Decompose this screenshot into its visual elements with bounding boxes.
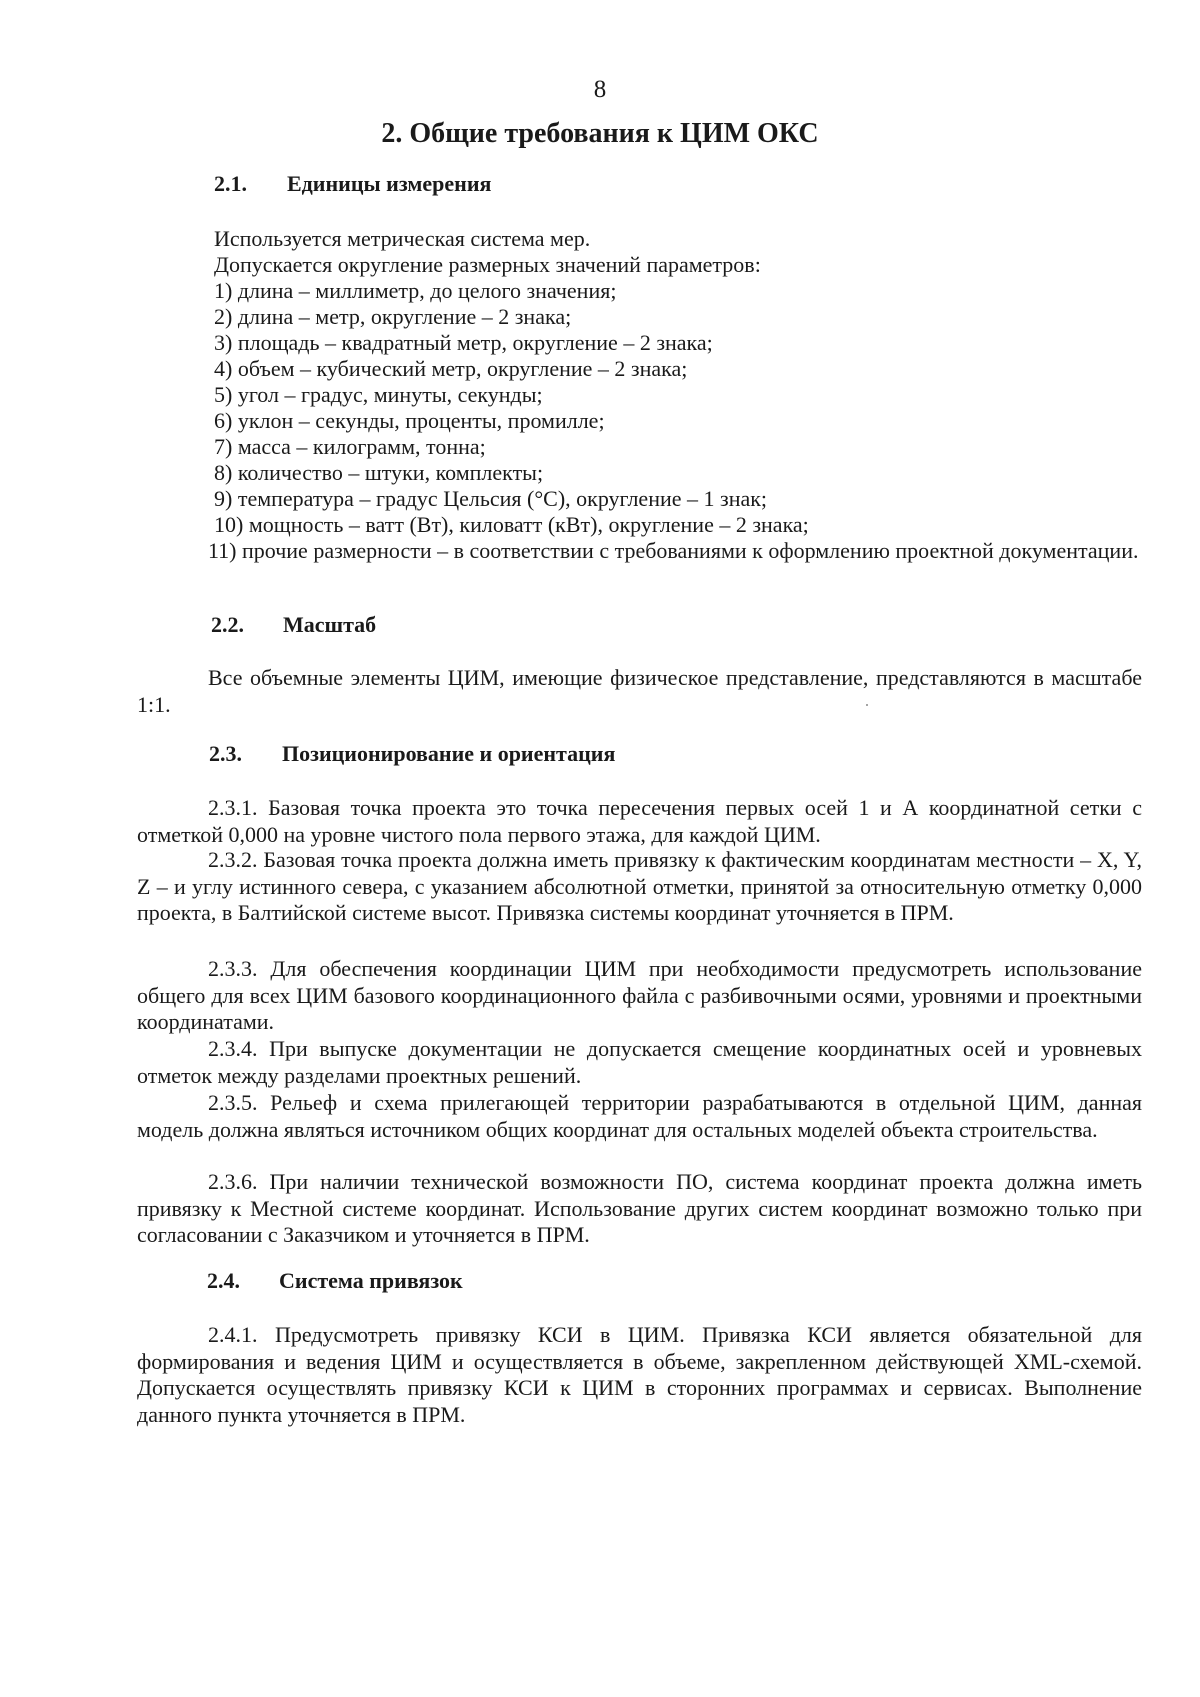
list-item: 10) мощность – ватт (Вт), киловатт (кВт), округление – 2 знака;	[214, 512, 809, 537]
list-item: 4) объем – кубический метр, округление – 2 знака;	[214, 356, 688, 381]
list-item: 8) количество – штуки, комплекты;	[214, 460, 544, 485]
section-2-2-number: 2.2.	[211, 612, 244, 637]
list-item: 3) площадь – квадратный метр, округление – 2 знака;	[214, 330, 713, 355]
positioning-paragraph: 2.3.2. Базовая точка проекта должна иметь привязку к фактическим координатам местности – X, Y, Z – и углу истинного севера, с указанием абсолютной отметки, принятой за относительную отметку 0,000 проекта, в Балтийской системе высот. Привязка системы координат уточняется в ПРМ.	[137, 847, 1142, 925]
section-2-2-title: Масштаб	[283, 612, 377, 637]
page-title: 2. Общие требования к ЦИМ ОКС	[381, 118, 819, 149]
positioning-paragraph: 2.3.4. При выпуске документации не допускается смещение координатных осей и уровневых отметок между разделами проектных решений.	[137, 1036, 1142, 1088]
positioning-paragraph: 2.3.6. При наличии технической возможности ПО, система координат проекта должна иметь привязку к Местной системе координат. Использование других систем координат возможно только при согласовании с Заказчиком и уточняется в ПРМ.	[137, 1169, 1142, 1247]
positioning-paragraph: 2.3.5. Рельеф и схема прилегающей территории разрабатываются в отдельной ЦИМ, данная модель должна являться источником общих координат для остальных моделей объекта строительства.	[137, 1090, 1142, 1142]
section-2-4-title: Система привязок	[279, 1268, 463, 1293]
list-item: 2) длина – метр, округление – 2 знака;	[214, 304, 572, 329]
list-item: 5) угол – градус, минуты, секунды;	[214, 382, 543, 407]
units-intro-line: Допускается округление размерных значений параметров:	[214, 252, 761, 277]
list-item: 1) длина – миллиметр, до целого значения;	[214, 278, 617, 303]
section-2-4-number: 2.4.	[207, 1268, 240, 1293]
section-2-1-title: Единицы измерения	[287, 171, 492, 196]
section-2-3-title: Позиционирование и ориентация	[282, 741, 616, 766]
section-2-1-number: 2.1.	[214, 171, 247, 196]
bindings-paragraph: 2.4.1. Предусмотреть привязку КСИ в ЦИМ. Привязка КСИ является обязательной для формирования и ведения ЦИМ и осуществляется в объеме, закрепленном действующей XML-схемой. Допускается осуществлять привязку КСИ к ЦИМ в сторонних программах и сервисах. Выполнение данного пункта уточняется в ПРМ.	[137, 1322, 1142, 1427]
units-list	[214, 226, 809, 538]
units-intro-line: Используется метрическая система мер.	[214, 226, 591, 251]
positioning-paragraph: 2.3.3. Для обеспечения координации ЦИМ при необходимости предусмотреть использование общего для всех ЦИМ базового координационного файла с разбивочными осями, уровнями и проектными координатами.	[137, 956, 1142, 1034]
list-item: 9) температура – градус Цельсия (°С), округление – 1 знак;	[214, 486, 768, 511]
section-2-3-number: 2.3.	[209, 741, 242, 766]
scale-paragraph: Все объемные элементы ЦИМ, имеющие физическое представление, представляются в масштабе 1:1.	[137, 665, 1142, 717]
list-item: 7) масса – килограмм, тонна;	[214, 434, 486, 459]
list-item-last: 11) прочие размерности – в соответствии с требованиями к оформлению проектной документации.	[208, 538, 1139, 563]
list-item: 6) уклон – секунды, проценты, промилле;	[214, 408, 605, 433]
page-number: 8	[593, 76, 607, 103]
positioning-paragraph: 2.3.1. Базовая точка проекта это точка пересечения первых осей 1 и А координатной сетки с отметкой 0,000 на уровне чистого пола первого этажа, для каждой ЦИМ.	[137, 795, 1142, 847]
scan-speck	[866, 704, 868, 706]
